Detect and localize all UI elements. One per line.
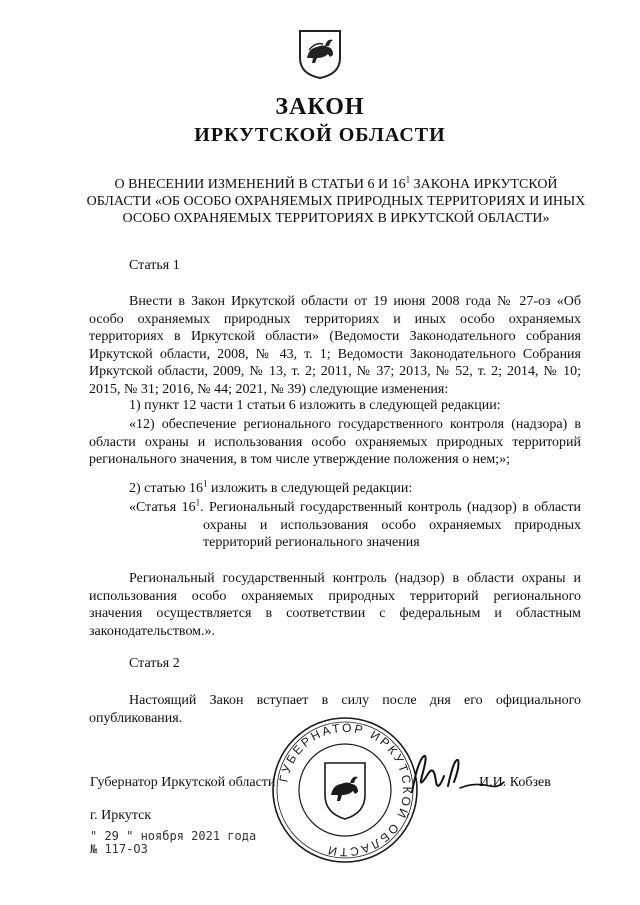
article-1-heading: Статья 1 — [129, 258, 180, 273]
city-name: г. Иркутск — [90, 808, 152, 823]
article-16-1-block — [129, 497, 581, 552]
seal-emblem-icon — [325, 763, 365, 819]
coat-of-arms-icon — [297, 28, 343, 80]
item-2-superscript: 1 — [202, 478, 208, 489]
law-heading: ЗАКОН — [275, 94, 365, 120]
article-1-closing: Региональный государственный контроль (надзор) в области охраны и использования особо охраняемых природных территорий регионального значения осуществляется в соответствии с федеральным и областным законодательством.». — [89, 571, 581, 639]
governor-name: И.И. Кобзев — [479, 775, 551, 790]
article-2-text: Настоящий Закон вступает в силу после дня его официального опубликования. — [89, 693, 581, 726]
subtitle-superscript: 1 — [405, 174, 411, 185]
item-2-part-2: изложить в следующей редакции: — [207, 481, 413, 496]
article-2-heading: Статья 2 — [129, 656, 180, 671]
seal-text: ГУБЕРНАТОР ИРКУТСКОЙ ОБЛАСТИ — [276, 720, 415, 860]
subtitle-part-2: ЗАКОНА ИРКУТСКОЙ — [410, 177, 558, 192]
region-heading: ИРКУТСКОЙ ОБЛАСТИ — [194, 124, 446, 146]
article-1-intro: Внести в Закон Иркутской области от 19 июня 2008 года № 27-оз «Об особо охраняемых природных территориях и иных особо охраняемых территориях в Иркутской области» (Ведомости Законодательного собрания Иркутской области, 2008, № 43, т. 1; Ведомости Законодательного Собрания Иркутской области, 2009, № 13, т. 2; 2011, № 37; 2013, № 52, т. 2; 2014, № 10; 2015, № 31; 2016, № 44; 2021, № 39) следующие изменения: — [89, 294, 581, 397]
law-subtitle — [86, 176, 586, 227]
subtitle-part-1: О ВНЕСЕНИИ ИЗМЕНЕНИЙ В СТАТЬИ 6 И 16 — [114, 177, 406, 192]
art16-part-2: . Региональный государственный контроль (надзор) в области охраны и использования особо охраняемых природных территорий регионального значения — [200, 500, 581, 551]
signing-date: " 29 " ноября 2021 года — [90, 829, 257, 843]
article-16-1-text — [129, 497, 581, 552]
subtitle-rest: ОБЛАСТИ «ОБ ОСОБО ОХРАНЯЕМЫХ ПРИРОДНЫХ ТЕРРИТОРИЯХ И ИНЫХ ОСОБО ОХРАНЯЕМЫХ ТЕРРИТОРИЯХ В ИРКУТСКОЙ ОБЛАСТИ» — [86, 194, 586, 226]
art16-superscript: 1 — [195, 497, 201, 508]
governor-position: Губернатор Иркутской области — [90, 775, 276, 790]
article-1-item-2 — [129, 478, 413, 497]
art16-part-1: «Статья 16 — [129, 500, 196, 515]
article-1-item-1: 1) пункт 12 части 1 статьи 6 изложить в следующей редакции: — [129, 398, 501, 413]
item-2-part-1: 2) статью 16 — [129, 481, 203, 496]
article-1-item-1-text: «12) обеспечение регионального государственного контроля (надзора) в области охраны и использования особо охраняемых природных территорий регионального значения, в том числе утверждение положения о нем;»; — [89, 417, 581, 468]
law-number: № 117-ОЗ — [90, 842, 148, 856]
